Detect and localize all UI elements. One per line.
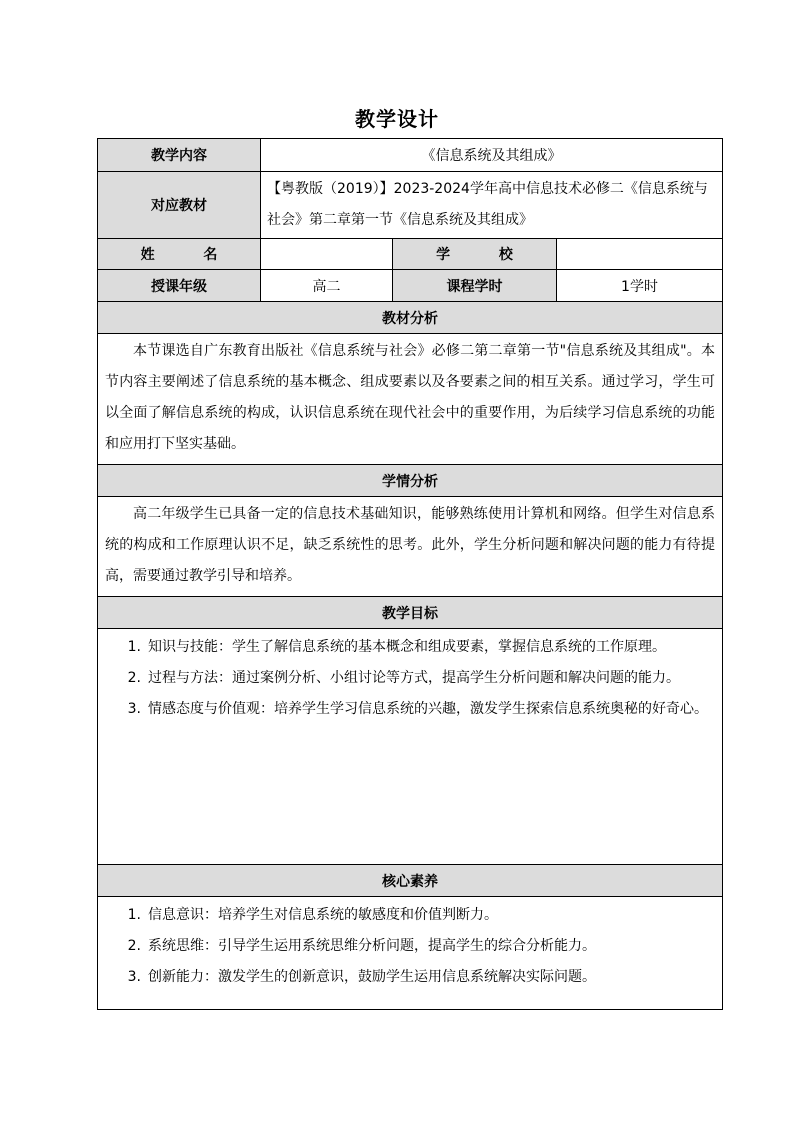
textbook-analysis-text: 本节课选自广东教育出版社《信息系统与社会》必修二第二章第一节"信息系统及其组成"。本节内容主要阐述了信息系统的基本概念、组成要素以及各要素之间的相互关系。通过学习，学生可以全面了解信息系统的构成，认识信息系统在现代社会中的重要作用，为后续学习信息系统的功能和应用打下坚实基础。 (98, 334, 723, 465)
content-row (98, 139, 723, 172)
teaching-goals-cell (98, 629, 723, 865)
list-item-text: 系统思维：引导学生运用系统思维分析问题，提高学生的综合分析能力。 (148, 938, 596, 954)
student-analysis-heading: 学情分析 (98, 465, 723, 497)
core-literacy-cell (98, 897, 723, 1010)
lesson-plan-table (97, 138, 723, 1010)
list-item-text: 情感态度与价值观：培养学生学习信息系统的兴趣，激发学生探索信息系统奥秘的好奇心。 (148, 701, 708, 717)
textbook-analysis-row (98, 334, 723, 465)
list-item-text: 信息意识：培养学生对信息系统的敏感度和价值判断力。 (148, 907, 498, 923)
name-value (261, 239, 393, 270)
document-title: 教学设计 (355, 107, 439, 131)
content-label: 教学内容 (98, 139, 261, 172)
list-item-text: 知识与技能：学生了解信息系统的基本概念和组成要素，掌握信息系统的工作原理。 (148, 639, 666, 655)
list-item (98, 694, 714, 725)
list-item-number: 1. (127, 907, 141, 923)
list-item-text: 创新能力：激发学生的创新意识，鼓励学生运用信息系统解决实际问题。 (148, 969, 596, 985)
student-analysis-heading-row (98, 465, 723, 497)
list-item (98, 663, 714, 694)
content-value: 《信息系统及其组成》 (261, 139, 723, 172)
core-literacy-row (98, 897, 723, 1010)
hours-value: 1学时 (557, 270, 723, 302)
list-item-number: 2. (127, 938, 141, 954)
list-item (98, 632, 714, 663)
book-value: 【粤教版（2019）】2023-2024学年高中信息技术必修二《信息系统与社会》第二章第一节《信息系统及其组成》 (261, 172, 723, 239)
core-literacy-list (98, 897, 722, 993)
list-item-number: 3. (127, 969, 141, 985)
school-label: 学 校 (393, 239, 557, 270)
grade-hours-row (98, 270, 723, 302)
school-value (557, 239, 723, 270)
teaching-goals-heading: 教学目标 (98, 597, 723, 629)
grade-label: 授课年级 (98, 270, 261, 302)
hours-label: 课程学时 (393, 270, 557, 302)
core-literacy-heading: 核心素养 (98, 865, 723, 897)
teaching-goals-row (98, 629, 723, 865)
grade-value: 高二 (261, 270, 393, 302)
list-item (98, 900, 714, 931)
student-analysis-text: 高二年级学生已具备一定的信息技术基础知识，能够熟练使用计算机和网络。但学生对信息系统的构成和工作原理认识不足，缺乏系统性的思考。此外，学生分析问题和解决问题的能力有待提高，需要通过教学引导和培养。 (98, 497, 723, 597)
name-label: 姓 名 (98, 239, 261, 270)
textbook-analysis-heading-row (98, 302, 723, 334)
name-school-row (98, 239, 723, 270)
student-analysis-row (98, 497, 723, 597)
list-item (98, 962, 714, 993)
list-item (98, 931, 714, 962)
list-item-number: 1. (127, 639, 141, 655)
list-item-number: 2. (127, 670, 141, 686)
core-literacy-heading-row (98, 865, 723, 897)
textbook-analysis-heading: 教材分析 (98, 302, 723, 334)
book-label: 对应教材 (98, 172, 261, 239)
teaching-goals-list (98, 629, 722, 725)
textbook-row (98, 172, 723, 239)
list-item-text: 过程与方法：通过案例分析、小组讨论等方式，提高学生分析问题和解决问题的能力。 (148, 670, 680, 686)
teaching-goals-heading-row (98, 597, 723, 629)
list-item-number: 3. (127, 701, 141, 717)
